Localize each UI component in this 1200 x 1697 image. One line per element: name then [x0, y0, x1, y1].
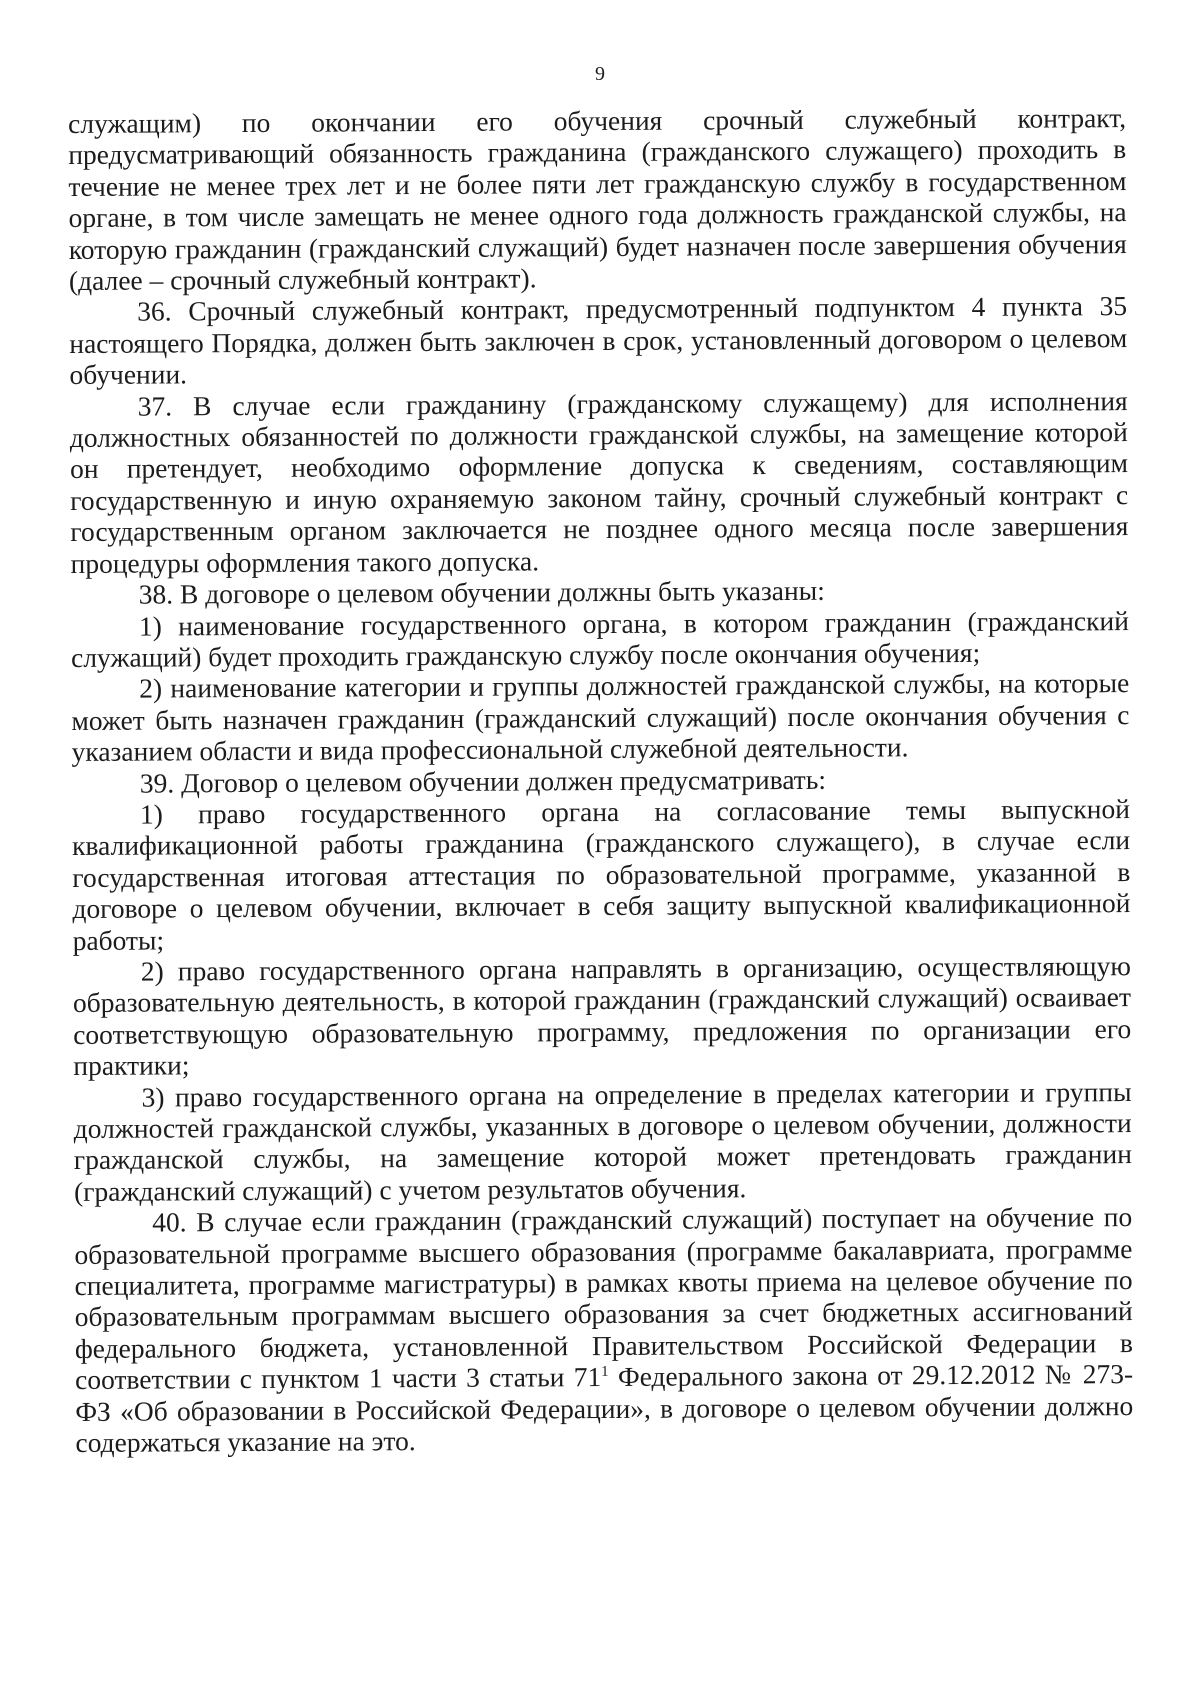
paragraph-39-item-2: 2) право государственного органа направлять в организацию, осуществляющую образовательную деятельность, в которой гражданин (гражданский служащий) осваивает соответствующую образовательную программу, предложения по организации его практики;: [72, 950, 1132, 1082]
paragraph-39: 39. Договор о целевом обучении должен предусматривать:: [139, 763, 827, 799]
paragraph-40-text-after: Федерального закона от 29.12.2012 № 273-ФЗ «Об образовании в Российской Федерации», в договоре о целевом обучении должно содержаться указание на это.: [75, 1358, 1134, 1459]
page-number: 9: [595, 63, 605, 85]
footnote-superscript: 1: [601, 1364, 609, 1381]
paragraph-36: 36. Срочный служебный контракт, предусмотренный подпунктом 4 пункта 35 настоящего Порядка, должен быть заключен в срок, установленный договором о целевом обучении.: [69, 290, 1128, 391]
paragraph-38-item-1: 1) наименование государственного органа, в котором гражданин (гражданский служащий) будет проходить гражданскую службу после окончания обучения;: [70, 604, 1129, 673]
paragraph-40: [74, 1201, 1133, 1458]
paragraph-38: 38. В договоре о целевом обучении должны быть указаны:: [138, 574, 825, 610]
paragraph-39-item-3: 3) право государственного органа на определение в пределах категории и группы должностей гражданской службы, указанных в договоре о целевом обучении, должности гражданской службы, на замещение которой может претендовать гражданин (гражданский служащий) с учетом результатов обучения.: [73, 1075, 1132, 1207]
paragraph-35-continuation: служащим) по окончании его обучения срочный служебный контракт, предусматривающий обязанность гражданина (гражданского служащего) проходить в течение не менее трех лет и не более пяти лет гражданскую службу в государственном органе, в том числе замещать не менее одного года должность гражданской службы, на которую гражданин (гражданский служащий) будет назначен после завершения обучения (далее – срочный служебный контракт).: [68, 102, 1127, 297]
paragraph-38-item-2: 2) наименование категории и группы должностей гражданской службы, на которые может быть назначен гражданин (гражданский служащий) после окончания обучения с указанием области и вида профессиональной служебной деятельности.: [71, 667, 1130, 768]
document-body: [68, 102, 1134, 1458]
paragraph-39-item-1: 1) право государственного органа на согласование темы выпускной квалификационной работы гражданина (гражданского служащего), в случае если государственная итоговая аттестация по образовательной программе, указанной в договоре о целевом обучении, включает в себя защиту выпускной квалификационной работы;: [72, 793, 1131, 956]
paragraph-40-text-before: 40. В случае если гражданин (гражданский служащий) поступает на обучение по образовательной программе высшего образования (программе бакалавриата, программе специалитета, программе магистратуры) в рамках квоты приема на целевое обучение по образовательным программам высшего образования за счет бюджетных ассигнований федерального бюджета, установленной Правительством Российской Федерации в соответствии с пунктом 1 части 3 статьи 71: [74, 1201, 1133, 1396]
paragraph-37: 37. В случае если гражданину (гражданскому служащему) для исполнения должностных обязанностей по должности гражданской службы, на замещение которой он претендует, необходимо оформление допуска к сведениям, составляющим государственную и иную охраняемую законом тайну, срочный служебный контракт с государственным органом заключается не позднее одного месяца после завершения процедуры оформления такого допуска.: [69, 384, 1129, 579]
